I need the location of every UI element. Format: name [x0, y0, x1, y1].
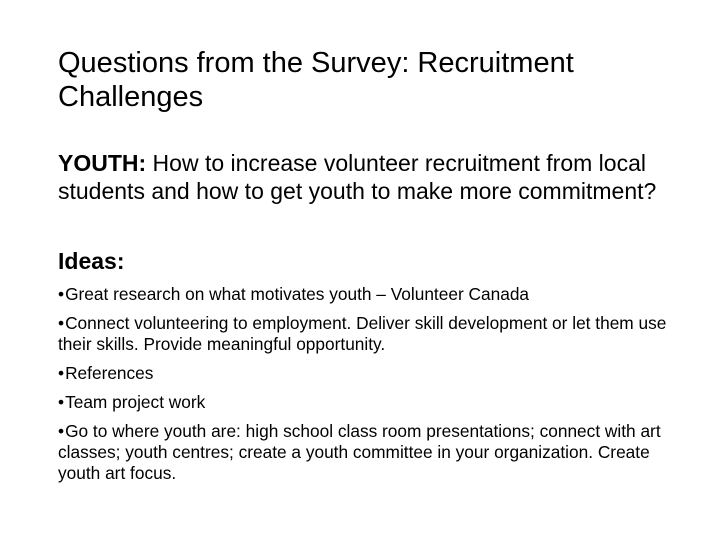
ideas-heading: Ideas:	[58, 248, 125, 274]
list-item-text: References	[65, 363, 154, 383]
bullet-icon: •	[58, 421, 65, 441]
ideas-list	[58, 284, 668, 492]
list-item-text: Team project work	[65, 392, 206, 412]
bullet-icon: •	[58, 363, 65, 383]
bullet-icon: •	[58, 392, 65, 412]
bullet-icon: •	[58, 313, 65, 333]
slide-title	[58, 46, 678, 114]
list-item-text: Great research on what motivates youth – Volunteer Canada	[65, 284, 530, 304]
question-label: YOUTH:	[58, 150, 147, 176]
list-item	[58, 284, 668, 305]
list-item-text: Connect volunteering to employment. Deliver skill development or let them use their skills. Provide meaningful opportunity.	[58, 313, 667, 354]
question-text: How to increase volunteer recruitment from local students and how to get youth to make more commitment?	[58, 150, 657, 204]
list-item	[58, 313, 668, 355]
slide-title-line-1: Questions from the Survey: Recruitment	[58, 47, 574, 79]
bullet-icon: •	[58, 284, 65, 304]
slide-title-line-2: Challenges	[58, 81, 204, 113]
youth-question	[58, 149, 698, 205]
list-item	[58, 421, 668, 484]
list-item-text: Go to where youth are: high school class room presentations; connect with art classes; youth centres; create a youth committee in your organization. Create youth art focus.	[58, 421, 661, 483]
list-item	[58, 392, 668, 413]
list-item	[58, 363, 668, 384]
